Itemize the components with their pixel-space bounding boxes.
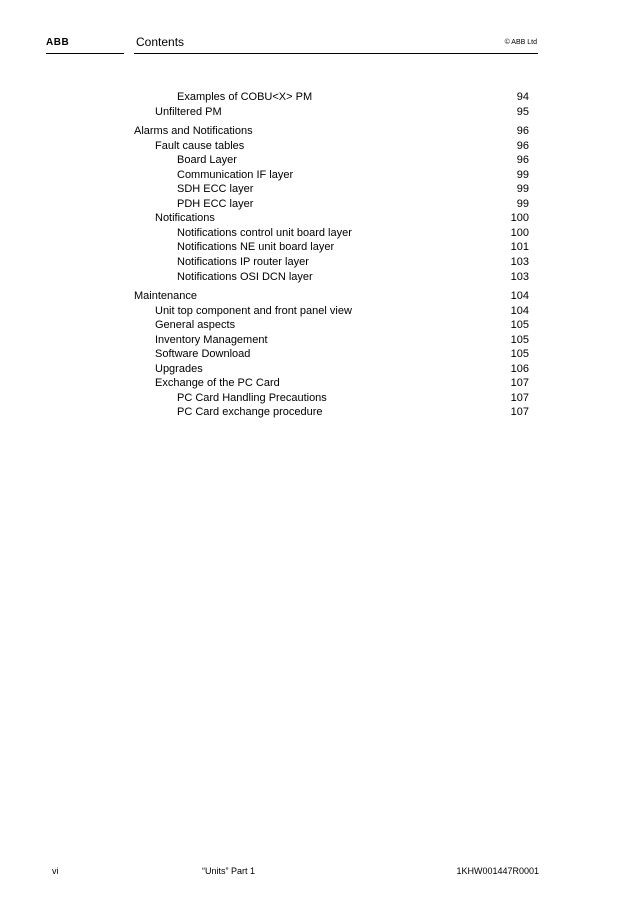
toc-entry[interactable]	[0, 347, 638, 362]
toc-entry[interactable]	[0, 226, 638, 241]
toc-entry[interactable]	[0, 168, 638, 183]
header-rule-right	[134, 53, 538, 54]
page-title: Contents	[136, 35, 185, 49]
toc-entry-title: Board Layer	[177, 154, 237, 166]
toc-entry-title: PC Card Handling Precautions	[177, 392, 327, 404]
toc-entry[interactable]	[0, 405, 638, 420]
toc-entry-page: 96	[516, 140, 529, 152]
toc-entry-title: Alarms and Notifications	[134, 125, 253, 137]
toc-entry-page: 99	[516, 169, 529, 181]
toc-entry-title: Examples of COBU<X> PM	[177, 91, 313, 103]
toc-entry-title: General aspects	[155, 319, 236, 331]
toc-entry-page: 107	[510, 406, 529, 418]
toc-entry[interactable]	[0, 240, 638, 255]
toc-entry-page: 103	[510, 271, 529, 283]
toc-entry-title: Unfiltered PM	[155, 106, 222, 118]
toc-entry[interactable]	[0, 376, 638, 391]
toc-entry[interactable]	[0, 391, 638, 406]
toc-entry-page: 104	[510, 305, 529, 317]
toc-entry-title: Exchange of the PC Card	[155, 377, 280, 389]
toc-entry-title: Maintenance	[134, 290, 197, 302]
toc-entry[interactable]	[0, 105, 638, 120]
toc-entry-title: Unit top component and front panel view	[155, 305, 352, 317]
toc-entry-title: Fault cause tables	[155, 140, 245, 152]
toc-entry[interactable]	[0, 304, 638, 319]
toc-entry[interactable]	[0, 124, 638, 139]
toc-entry[interactable]	[0, 289, 638, 304]
toc-entry-page: 105	[510, 319, 529, 331]
toc-entry-title: Notifications IP router layer	[177, 256, 309, 268]
toc-entry-title: PC Card exchange procedure	[177, 406, 323, 418]
toc-entry[interactable]	[0, 255, 638, 270]
toc-entry[interactable]	[0, 153, 638, 168]
toc-entry-page: 101	[510, 241, 529, 253]
toc-entry[interactable]	[0, 90, 638, 105]
toc-entry-page: 104	[510, 290, 529, 302]
header-rule-left	[46, 53, 124, 54]
toc-entry[interactable]	[0, 318, 638, 333]
toc-entry-title: Notifications	[155, 212, 215, 224]
toc-entry-page: 96	[516, 154, 529, 166]
footer-document-id: 1KHW001447R0001	[456, 866, 539, 876]
toc-entry-title: Software Download	[155, 348, 251, 360]
toc-entry-title: Notifications control unit board layer	[177, 227, 352, 239]
abb-logo: ABB	[46, 37, 70, 48]
toc-entry-page: 107	[510, 392, 529, 404]
toc-entry-page: 99	[516, 198, 529, 210]
toc-entry[interactable]	[0, 333, 638, 348]
toc-entry-title: Inventory Management	[155, 334, 268, 346]
toc-entry-page: 100	[510, 227, 529, 239]
footer-page-number: vi	[52, 866, 59, 876]
toc-entry-title: PDH ECC layer	[177, 198, 254, 210]
toc-entry[interactable]	[0, 139, 638, 154]
footer-document-title: “Units” Part 1	[202, 866, 256, 876]
toc-entry[interactable]	[0, 182, 638, 197]
toc-entry-page: 103	[510, 256, 529, 268]
toc-entry-page: 105	[510, 334, 529, 346]
toc-entry-page: 100	[510, 212, 529, 224]
toc-entry-title: Communication IF layer	[177, 169, 294, 181]
toc-entry-title: Notifications OSI DCN layer	[177, 271, 313, 283]
toc-entry-title: Notifications NE unit board layer	[177, 241, 335, 253]
toc-entry[interactable]	[0, 362, 638, 377]
toc-entry-page: 105	[510, 348, 529, 360]
toc-entry-page: 99	[516, 183, 529, 195]
toc-entry-page: 106	[510, 363, 529, 375]
toc-entry-title: SDH ECC layer	[177, 183, 254, 195]
toc-entry-page: 107	[510, 377, 529, 389]
toc-entry-page: 95	[516, 106, 529, 118]
toc-entry-page: 96	[516, 125, 529, 137]
toc-entry[interactable]	[0, 197, 638, 212]
toc-entry-title: Upgrades	[155, 363, 203, 375]
copyright-notice: © ABB Ltd	[504, 39, 537, 46]
toc-entry-page: 94	[516, 91, 529, 103]
toc-entry[interactable]	[0, 211, 638, 226]
toc-entry[interactable]	[0, 270, 638, 285]
